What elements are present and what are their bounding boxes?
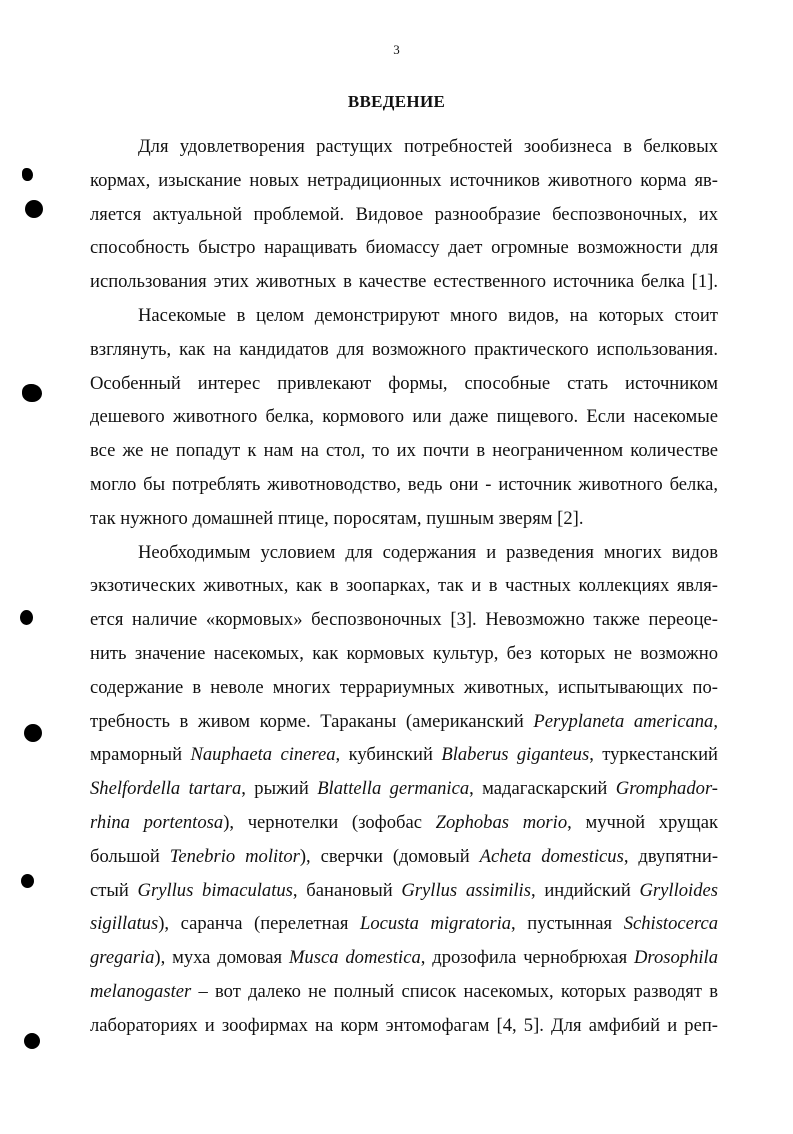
text-line: Для удовлетворения растущих потребностей зообизнеса в белковых [138, 136, 718, 157]
text-line: мраморный Nauphaeta cinerea, кубинский Blaberus giganteus, туркестанский [90, 744, 718, 766]
text-line: содержание в неволе многих террариумных животных, испытывающих по- [90, 676, 718, 698]
text-line: нить значение насекомых, как кормовых культур, без которых не возможно [90, 642, 718, 664]
text-line: Особенный интерес привлекают формы, способные стать источником [90, 372, 718, 394]
binder-hole-mark [24, 724, 42, 742]
text-line: взглянуть, как на кандидатов для возможного практического использования. [90, 338, 718, 360]
text-line: лабораториях и зоофирмах на корм энтомофагам [4, 5]. Для амфибий и реп- [90, 1014, 718, 1036]
text-line: дешевого животного белка, кормового или даже пищевого. Если насекомые [90, 406, 718, 428]
text-line: большой Tenebrio molitor), сверчки (домовый Acheta domesticus, двупятни- [90, 845, 719, 867]
text-line: так нужного домашней птице, поросятам, пушным зверям [2]. [90, 507, 584, 529]
body-text [90, 130, 718, 1043]
text-line: экзотических животных, как в зоопарках, так и в частных коллекциях явля- [90, 575, 718, 597]
text-line: Shelfordella tartara, рыжий Blattella germanica, мадагаскарский Gromphador- [90, 778, 719, 800]
text-line: способность быстро наращивать биомассу дает огромные возможности для [90, 237, 718, 259]
text-line: все же не попадут к нам на стол, то их почти в неограниченном количестве [90, 440, 718, 462]
paragraph-3 [90, 536, 718, 1043]
text-line: ляется актуальной проблемой. Видовое разнообразие беспозвоночных, их [90, 203, 718, 225]
text-line: sigillatus), саранча (перелетная Locusta migratoria, пустынная Schistocerca [90, 913, 718, 935]
binder-hole-mark [22, 168, 33, 181]
text-line: gregaria), муха домовая Musca domestica, дрозофила чернобрюхая Drosophila [90, 947, 718, 969]
paragraph-2 [90, 299, 718, 536]
binder-hole-mark [25, 200, 43, 218]
text-line: требность в живом корме. Тараканы (американский Peryplaneta americana, [90, 710, 718, 732]
text-line: стый Gryllus bimaculatus, банановый Gryllus assimilis, индийский Grylloides [90, 879, 718, 901]
text-line: кормах, изыскание новых нетрадиционных источников животного корма яв- [90, 169, 718, 191]
text-line: Насекомые в целом демонстрируют много видов, на которых стоит [138, 304, 718, 326]
text-line: melanogaster – вот далеко не полный список насекомых, которых разводят в [90, 980, 718, 1002]
paragraph-1 [90, 130, 718, 299]
binder-hole-mark [22, 384, 42, 402]
page-heading: ВВЕДЕНИЕ [347, 92, 446, 111]
text-line: rhina portentosa), чернотелки (зофобас Zophobas morio, мучной хрущак [90, 811, 718, 833]
text-line: могло бы потреблять животноводство, ведь они - источник животного белка, [90, 473, 718, 495]
text-line: Необходимым условием для содержания и разведения многих видов [138, 541, 718, 563]
binder-hole-mark [20, 610, 33, 625]
binder-hole-mark [24, 1033, 40, 1049]
page-number: 3 [393, 42, 400, 57]
text-line: использования этих животных в качестве естественного источника белка [1]. [90, 271, 718, 293]
binder-hole-mark [21, 874, 34, 888]
text-line: ется наличие «кормовых» беспозвоночных [3]. Невозможно также переоце- [90, 609, 718, 631]
